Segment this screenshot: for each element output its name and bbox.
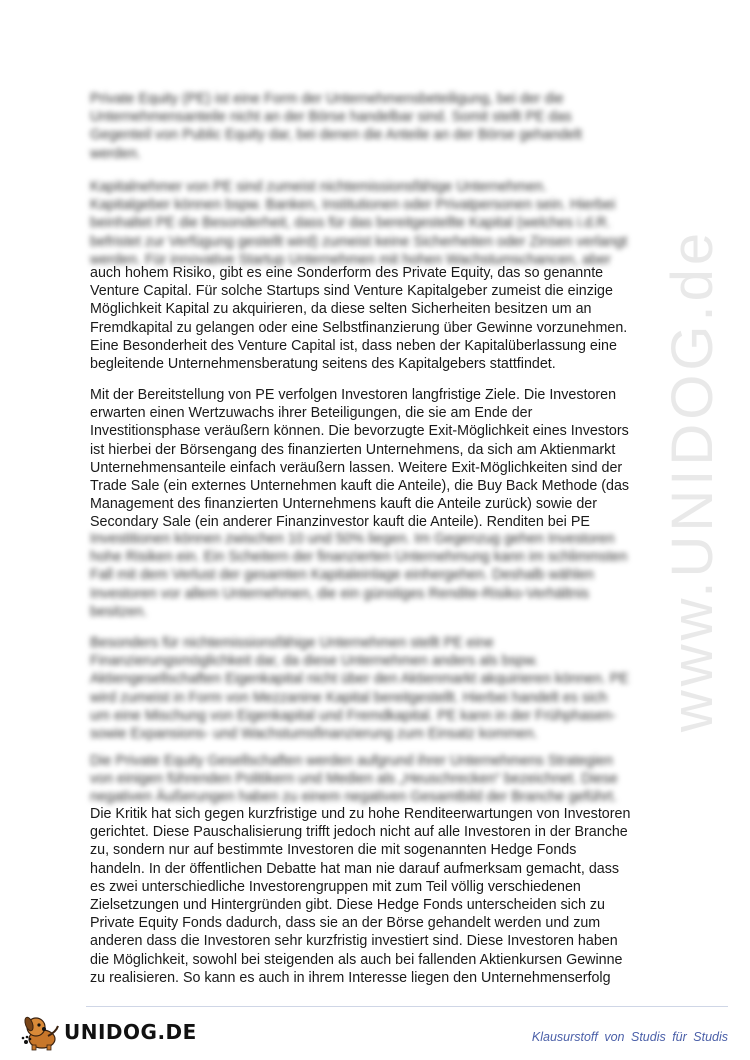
text-line: die Möglichkeit, sowohl bei steigenden als auch bei fallenden Aktienkursen Gewinne [90, 951, 623, 968]
text-line: Investitionen können zwischen 10 und 50% liegen. Im Gegenzug gehen Investoren [90, 531, 615, 547]
paragraph-3-blurred [90, 530, 668, 621]
text-line: zu, sondern nur auf bestimmte Investoren die mit sogenannten Hedge Fonds [90, 842, 577, 859]
text-line: Mit der Bereitstellung von PE verfolgen Investoren langfristige Ziele. Die Investoren [90, 387, 617, 403]
text-line: handeln. In der öffentlichen Debatte hat man nie darauf aufmerksam gemacht, dass [90, 860, 620, 877]
text-line: von einigen führenden Politikern und Medien als „Heuschrecken“ bezeichnet. Diese [90, 771, 618, 788]
text-line: Management des finanzierten Unternehmens kauft die Anteile zurück) sowie der [90, 496, 598, 513]
paragraph-2-blurred [90, 178, 668, 269]
text-line: Fremdkapital zu gelangen oder eine Selbstfinanzierung über Gewinne vorzunehmen. [90, 319, 628, 336]
blurred-paragraph-1 [90, 90, 668, 163]
text-line: Kapitalgeber können bspw. Banken, Institutionen oder Privatpersonen sein. Hierbei [90, 197, 616, 214]
text-line: es zwei unterschiedliche Investorengruppen mit zum Teil völlig verschiedenen [90, 878, 581, 895]
text-line: Gegenteil von Public Equity dar, bei denen die Anteile an der Börse gehandelt [90, 127, 582, 144]
text-line: hohe Risiken ein. Ein Scheitern der finanzierten Unternehmung kann im schlimmsten [90, 549, 628, 566]
text-line: negativen Äußerungen haben zu einem negativen Gesamtbild der Branche geführt. [90, 789, 617, 806]
text-line: Zielsetzungen und Hintergründen gibt. Diese Hedge Fonds unterscheiden sich zu [90, 897, 606, 914]
text-line: Möglichkeit Kapital zu akquirieren, da diese selten Sicherheiten besitzen um an [90, 301, 592, 318]
text-line: Private Equity Fonds dadurch, dass sie an der Börse gehandelt werden und zum [90, 915, 601, 932]
text-line: Kapitalnehmer von PE sind zumeist nichtemissionsfähige Unternehmen. [90, 179, 547, 195]
text-line: Investoren vor allem Unternehmen, die ein günstiges Rendite-Risiko-Verhältnis [90, 585, 590, 602]
text-line: werden. Für innovative Startup Unternehmen mit hohen Wachstumschancen, aber [90, 251, 611, 268]
text-line: Investitionsphase veräußern können. Die bevorzugte Exit-Möglichkeit eines Investors [90, 423, 629, 440]
dog-mascot-icon [20, 1012, 62, 1052]
text-line: Die Private Equity Gesellschaften werden aufgrund ihrer Unternehmens Strategien [90, 753, 613, 769]
text-line: gerichtet. Diese Pauschalisierung trifft jedoch nicht auf alle Investoren in der Branche [90, 824, 628, 841]
text-line: zu realisieren. So kann es auch in ihrem Interesse liegen den Unternehmenserfolg [90, 969, 611, 986]
paragraph-5-blurred [90, 752, 668, 807]
text-line: Unternehmensanteile einfach veräußern lassen. Weitere Exit-Möglichkeiten sind der [90, 459, 623, 476]
text-line: erwarten einen Wertzuwachs ihrer Beteiligungen, die sie am Ende der [90, 405, 533, 422]
paragraph-5-clear [90, 805, 668, 987]
text-line: Venture Capital. Für solche Startups sind Venture Kapitalgeber zumeist die einzige [90, 283, 613, 300]
paragraph-3-clear [90, 386, 668, 532]
text-line: sowie Expansions- und Wachstumsfinanzierung zum Einsatz kommen. [90, 726, 538, 743]
text-line: Private Equity (PE) ist eine Form der Unternehmensbeteiligung, bei der die [90, 91, 564, 107]
paragraph-4-blurred [90, 634, 668, 743]
text-line: Secondary Sale (ein anderer Finanzinvestor kauft die Anteile). Renditen bei PE [90, 514, 590, 531]
text-line: besitzen. [90, 603, 148, 620]
text-line: Fall mit dem Verlust der gesamten Kapitaleinlage einhergehen. Deshalb wählen [90, 567, 594, 584]
text-line: begleitende Unternehmensberatung seitens des Kapitalgebers stattfindet. [90, 356, 556, 373]
text-line: Finanzierungsmöglichkeit dar, da diese Unternehmen anders als bspw. [90, 653, 539, 670]
text-line: Aktiengesellschaften Eigenkapital nicht über den Aktienmarkt akquirieren können. PE [90, 671, 629, 688]
text-line: Die Kritik hat sich gegen kurzfristige und zu hohe Renditeerwartungen von Investoren [90, 806, 631, 822]
text-line: beinhaltet PE die Besonderheit, dass für das bereitgestellte Kapital (welches i.d.R. [90, 215, 611, 232]
watermark-text: www.UNIDOG.de [660, 228, 726, 732]
logo-text: UNIDOG.DE [64, 1020, 197, 1044]
text-line: Unternehmensanteile nicht an der Börse handelbar sind. Somit stellt PE das [90, 109, 572, 126]
footer-divider [86, 1006, 728, 1007]
text-line: werden. [90, 145, 141, 162]
text-line: um eine Mischung von Eigenkapital und Fremdkapital. PE kann in der Frühphasen- [90, 707, 617, 724]
text-line: ist hierbei der Börsengang des finanzierten Unternehmens, da sich am Aktienmarkt [90, 441, 616, 458]
text-line: anderen dass die Investoren sehr kurzfristig investiert sind. Diese Investoren haben [90, 933, 618, 950]
text-line: befristet zur Verfügung gestellt wird) zumeist keine Sicherheiten oder Zinsen verlangt [90, 233, 628, 250]
text-line: Eine Besonderheit des Venture Capital ist, dass neben der Kapitalüberlassung eine [90, 337, 617, 354]
footer-tagline: Klausurstoff von Studis für Studis [531, 1030, 728, 1044]
text-line: Trade Sale (ein externes Unternehmen kauft die Anteile), die Buy Back Methode (das [90, 478, 630, 495]
text-line: wird zumeist in Form von Mezzanine Kapital bereitgestellt. Hierbei handelt es sich [90, 689, 608, 706]
paragraph-2-clear [90, 264, 668, 373]
unidog-logo [20, 1012, 220, 1052]
text-line: Besonders für nichtemissionsfähige Unternehmen stellt PE eine [90, 635, 494, 651]
text-line: auch hohem Risiko, gibt es eine Sonderform des Private Equity, das so genannte [90, 265, 604, 281]
